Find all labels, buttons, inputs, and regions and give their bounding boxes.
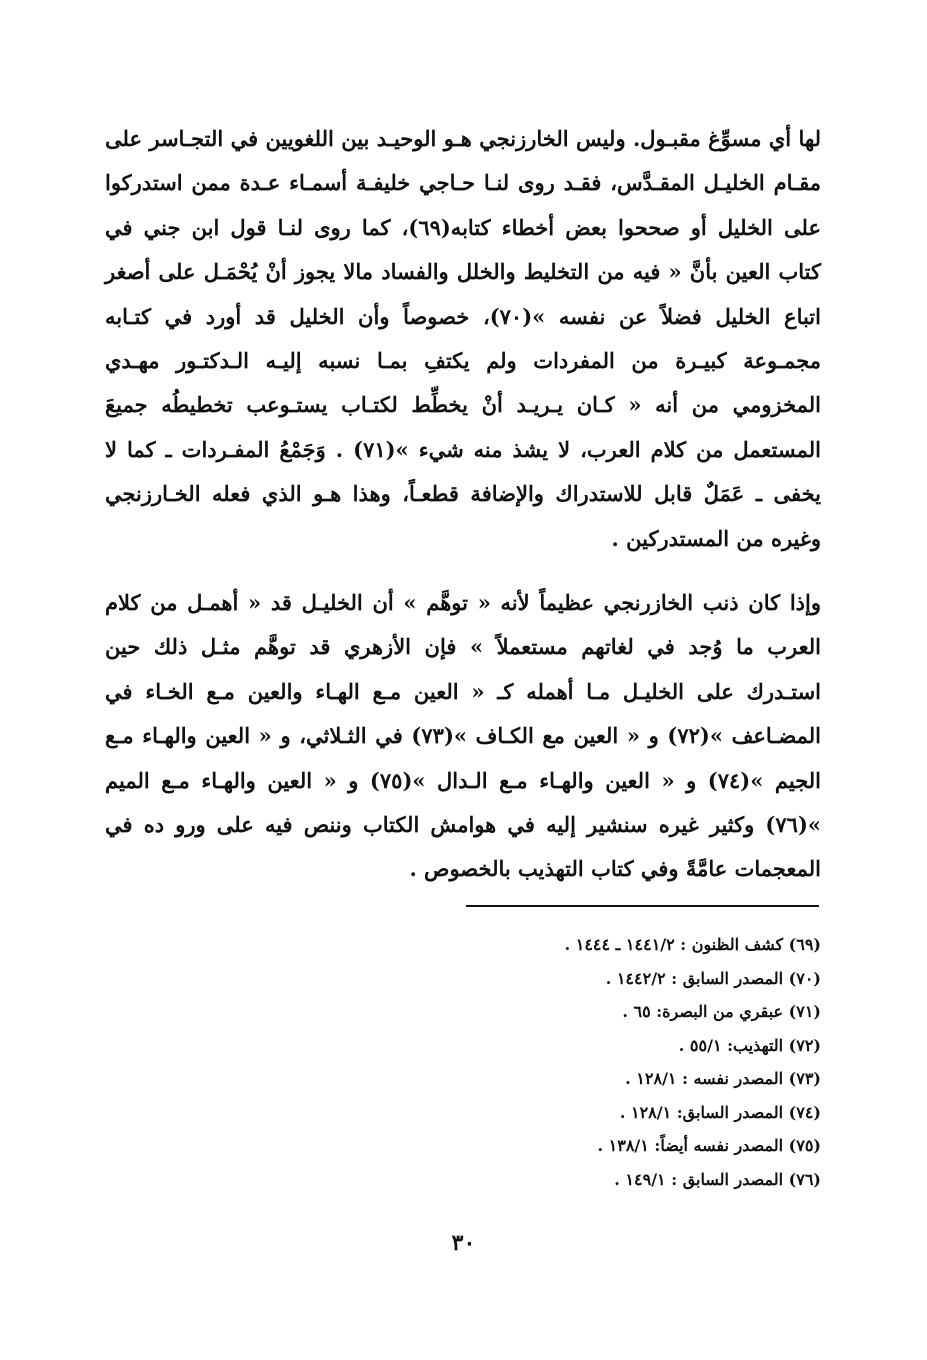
- page-number: ٣٠: [451, 1230, 476, 1256]
- footnote-separator: [466, 905, 819, 907]
- footnote-74: (٧٤) المصدر السابق: ١٢٨/١ .: [619, 1102, 821, 1122]
- footnote-72: (٧٢) التهذيب: ٥٥/١ .: [678, 1035, 821, 1055]
- footnote-71: (٧١) عبقري من البصرة: ٦٥ .: [622, 1002, 821, 1021]
- body-paragraph-2: وإذا كان ذنب الخازرنجي عظيماً لأنه « توهَّم » أن الخليـل قد « أهمـل من كلام العرب ما وُجد في لغاتهم مستعملاً » فإن الأزهري قد توهَّم مثـل ذلك حين استـدرك على الخليـل مـا أهمله كـ « العين مـع الهـاء والعين مـع الخـاء في المضـاعف »(٧٢) و « العين مع الكـاف »(٧٣) في الثـلاثي، و « العين والهـاء مـع الجيم »(٧٤) و « العين والهـاء مـع الـدال »(٧٥) و « العين والهـاء مـع الميم »(٧٦) وكثير غيره سنشير إليه في هوامش الكتاب وننص فيه على ورو ده في المعجمات عامَّةً وفي كتاب التهذيب بالخصوص .: [105, 590, 821, 882]
- body-paragraph-1: لها أي مسوِّغ مقبـول. وليس الخارزنجي هـو الوحيـد بين اللغويين في التجـاسر على مقـام الخليـل المقـدَّس، فقـد روى لنـا حـاجي خليفـة أسمـاء عـدة ممن استدركوا على الخليل أو صححوا بعض أخطاء كتابه(٦٩)، كما روى لنـا قول ابن جني في كتاب العين بأنَّ « فيه من التخليط والخلل والفساد مالا يجوز أنْ يُحْمَـل على أصغر اتباع الخليل فضلاً عن نفسه »(٧٠)، خصوصاً وأن الخليل قد أورد في كتـابه مجمـوعة كبيـرة من المفردات ولم يكتفِ بمـا نسبه إليـه الـدكتـور مهـدي المخزومي من أنه « كـان يـريـد أنْ يخطِّط لكتـاب يستـوعب تخطيطُه جميعَ المستعمل من كلام العرب، لا يشذ منه شيء »(٧١) . وَجَمْعُ المفـردات ـ كما لا يخفى ـ عَمَلٌ قابل للاستدراك والإضافة قطعـاً، وهذا هـو الذي فعله الخـارزنجي وغيره من المستدركين .: [105, 126, 821, 551]
- footnote-70: (٧٠) المصدر السابق : ١٤٤٢/٢ .: [605, 968, 821, 988]
- footnote-69: (٦٩) كشف الظنون : ١٤٤١/٢ ـ ١٤٤٤ .: [564, 935, 821, 954]
- footnote-73: (٧٣) المصدر نفسه : ١٢٨/١ .: [625, 1069, 821, 1088]
- footnote-75: (٧٥) المصدر نفسه أيضاً: ١٣٨/١ .: [597, 1136, 821, 1155]
- footnotes-list: [401, 928, 821, 1196]
- footnote-76: (٧٦) المصدر السابق : ١٤٩/١ .: [614, 1169, 821, 1189]
